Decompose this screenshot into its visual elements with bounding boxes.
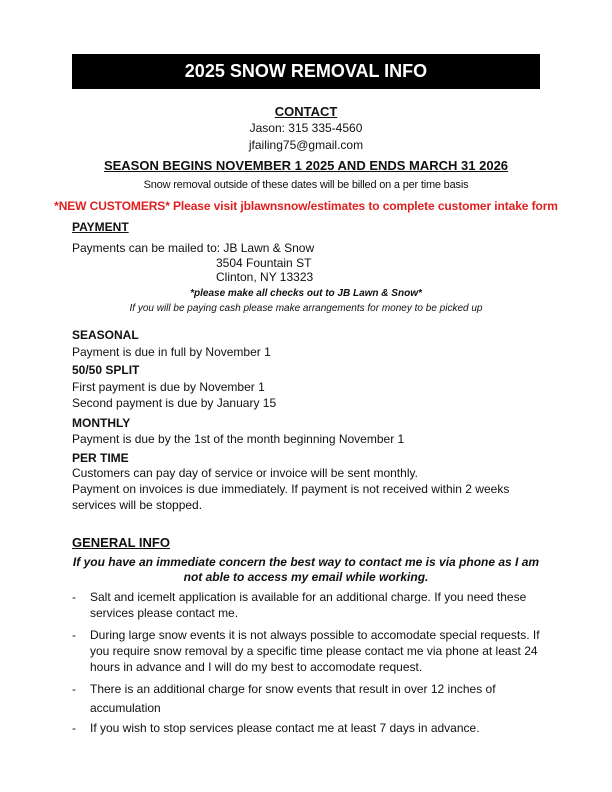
plan-line: services will be stopped.	[72, 498, 203, 512]
contact-heading: CONTACT	[274, 104, 338, 119]
plan-line: First payment is due by November 1	[72, 380, 265, 394]
season-note: Snow removal outside of these dates will be billed on a per time basis	[143, 179, 469, 191]
season-heading: SEASON BEGINS NOVEMBER 1 2025 AND ENDS MARCH 31 2026	[103, 158, 509, 173]
payment-mail-line: Payments can be mailed to: JB Lawn & Snow	[72, 241, 315, 255]
payment-heading: PAYMENT	[72, 220, 129, 234]
plan-heading-split: 50/50 SPLIT	[72, 363, 140, 377]
plan-heading-per-time: PER TIME	[72, 451, 129, 465]
bullet-dash: -	[72, 682, 76, 696]
bullet-text: During large snow events it is not always possible to accomodate special requests. If you require snow removal by a specific time please contact me via phone at least 24 hours in advance and I will do my best to accomodate request.	[90, 628, 540, 674]
contact-name-phone: Jason: 315 335-4560	[249, 121, 363, 135]
payment-address-line1: 3504 Fountain ST	[216, 256, 312, 270]
plan-line: Second payment is due by January 15	[72, 396, 277, 410]
bullet-text: Salt and icemelt application is available for an additional charge. If you need these services please contact me.	[90, 590, 527, 620]
plan-heading-monthly: MONTHLY	[72, 416, 131, 430]
general-heading: GENERAL INFO	[72, 535, 170, 550]
bullet-dash: -	[72, 590, 76, 604]
cash-note: If you will be paying cash please make arrangements for money to be picked up	[129, 303, 483, 314]
contact-email: jfailing75@gmail.com	[248, 138, 364, 152]
checks-note: *please make all checks out to JB Lawn & Snow*	[190, 288, 422, 299]
bullet-text: If you wish to stop services please contact me at least 7 days in advance.	[90, 721, 480, 735]
plan-heading-seasonal: SEASONAL	[72, 328, 139, 342]
general-note: If you have an immediate concern the best way to contact me is via phone as I am not able to access my email while working.	[72, 555, 540, 584]
plan-line: Payment on invoices is due immediately. If payment is not received within 2 weeks	[72, 482, 510, 496]
plan-line: Payment is due by the 1st of the month beginning November 1	[72, 432, 405, 446]
new-customers-notice: *NEW CUSTOMERS* Please visit jblawnsnow/estimates to complete customer intake form	[54, 199, 558, 213]
payment-address-line2: Clinton, NY 13323	[216, 270, 314, 284]
plan-line: Payment is due in full by November 1	[72, 345, 271, 359]
plan-line: Customers can pay day of service or invoice will be sent monthly.	[72, 466, 418, 480]
page-title: 2025 SNOW REMOVAL INFO	[72, 54, 540, 89]
bullet-dash: -	[72, 628, 76, 642]
bullet-dash: -	[72, 721, 76, 735]
bullet-text: There is an additional charge for snow events that result in over 12 inches of accumulation	[90, 682, 496, 715]
